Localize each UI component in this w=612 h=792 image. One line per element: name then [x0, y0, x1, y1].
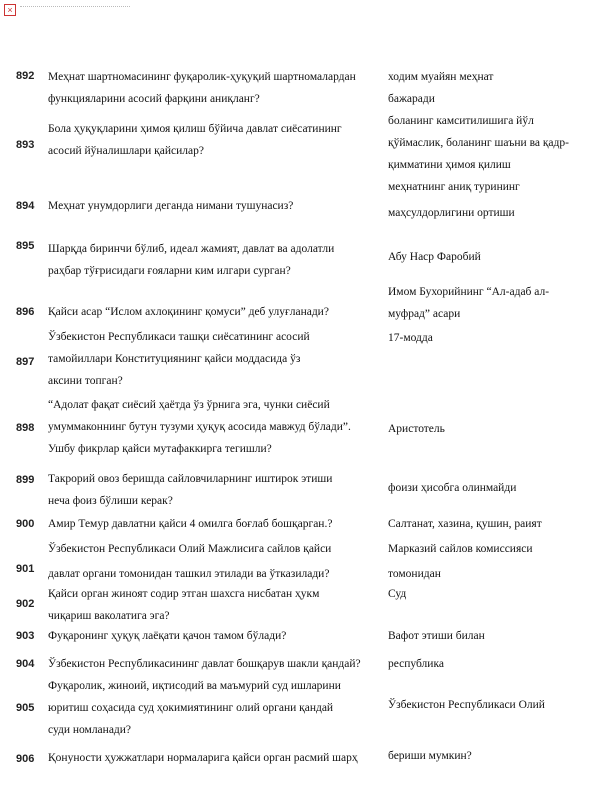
- answer-text: меҳнатнинг аниқ турининг маҳсулдорлигини ортиши: [388, 181, 520, 219]
- question-number: 898: [16, 422, 35, 434]
- question-text: Фуқаронинг ҳуқуқ лаёқати қачон тамом бўлади?: [48, 630, 287, 642]
- question-text: Ўзбекистон Республикаси Олий Мажлисига сайлов қайси давлат органи томонидан ташкил этилади ва ўтказилади?: [48, 543, 332, 580]
- answer-text: ходим муайян меҳнат бажаради: [388, 71, 494, 105]
- question-number: 903: [16, 630, 35, 642]
- question-text: Бола ҳуқуқларини ҳимоя қилиш бўйича давлат сиёсатининг асосий йўналишлари қайсилар?: [48, 123, 342, 157]
- question-text: Шарқда биринчи бўлиб, идеал жамият, давлат ва адолатли раҳбар тўғрисидаги ғояларни ким илгари сурган?: [48, 243, 335, 277]
- question-number: 904: [16, 658, 35, 670]
- answer-text: Абу Наср Фаробий: [388, 251, 481, 263]
- question-number: 896: [16, 306, 35, 318]
- question-text: Ўзбекистон Республикаси ташқи сиёсатининг асосий тамойиллари Конституциянинг қайси моддасида ўз аксини топган?: [48, 331, 310, 387]
- header-rule: [20, 6, 130, 8]
- question-text: Меҳнат унумдорлиги деганда нимани тушунасиз?: [48, 200, 294, 212]
- question-number: 894: [16, 200, 35, 212]
- answer-text: Салтанат, хазина, қушин, раият: [388, 518, 542, 530]
- question-text: Қайси орган жиноят содир этган шахсга нисбатан ҳукм чиқариш ваколатига эга?: [48, 588, 320, 622]
- question-number: 892: [16, 70, 35, 82]
- answer-text: Ўзбекистон Республикаси Олий: [388, 699, 545, 711]
- question-number: 905: [16, 702, 35, 714]
- question-number: 893: [16, 139, 35, 151]
- answer-text: Марказий сайлов комиссияси томонидан: [388, 543, 533, 580]
- answer-text: Вафот этиши билан: [388, 630, 485, 642]
- answer-text: республика: [388, 658, 444, 670]
- question-text: “Адолат фақат сиёсий ҳаётда ўз ўрнига эга, чунки сиёсий умуммаконнинг бутун тузуми ҳуқуқ асосида мавжуд бўлади”. Ушбу фикрлар қайси мутафаккирга тегишли?: [48, 399, 351, 455]
- question-text: Ўзбекистон Республикасининг давлат бошқарув шакли қандай?: [48, 658, 361, 670]
- question-text: Амир Темур давлатни қайси 4 омилга боғлаб бошқарган.?: [48, 518, 333, 530]
- question-number: 902: [16, 598, 35, 610]
- answer-text: Имом Бухорийнинг “Ал-адаб ал- муфрад” асари: [388, 286, 550, 320]
- question-text: Қонуности ҳужжатлари нормаларига қайси орган расмий шарҳ: [48, 752, 358, 764]
- question-number: 906: [16, 753, 35, 765]
- answer-text: Аристотель: [388, 423, 445, 435]
- question-number: 899: [16, 474, 35, 486]
- question-number: 895: [16, 240, 35, 252]
- question-text: Қайси асар “Ислом ахлоқининг қомуси” деб улуғланади?: [48, 306, 329, 318]
- question-number: 900: [16, 518, 35, 530]
- question-text: Меҳнат шартномасининг фуқаролик-ҳуқуқий шартномалардан функцияларини асосий фарқини аниқланг?: [48, 71, 356, 105]
- question-number: 901: [16, 563, 35, 575]
- answer-text: Суд: [388, 588, 407, 600]
- answer-text: боланинг камситилишига йўл қўймаслик, боланинг шаъни ва қадр- қимматини ҳимоя қилиш: [388, 115, 569, 171]
- close-icon[interactable]: ×: [4, 4, 16, 16]
- answer-text: фоизи ҳисобга олинмайди: [388, 482, 517, 494]
- question-text: Фуқаролик, жиноий, иқтисодий ва маъмурий суд ишларини юритиш соҳасида суд ҳокимиятининг олий органи қандай суди номланади?: [48, 680, 341, 736]
- question-text: Такрорий овоз беришда сайловчиларнинг иштирок этиши неча фоиз бўлиши керак?: [48, 473, 333, 507]
- answer-text: 17-модда: [388, 332, 433, 344]
- question-number: 897: [16, 356, 35, 368]
- answer-text: бериши мумкин?: [388, 750, 472, 762]
